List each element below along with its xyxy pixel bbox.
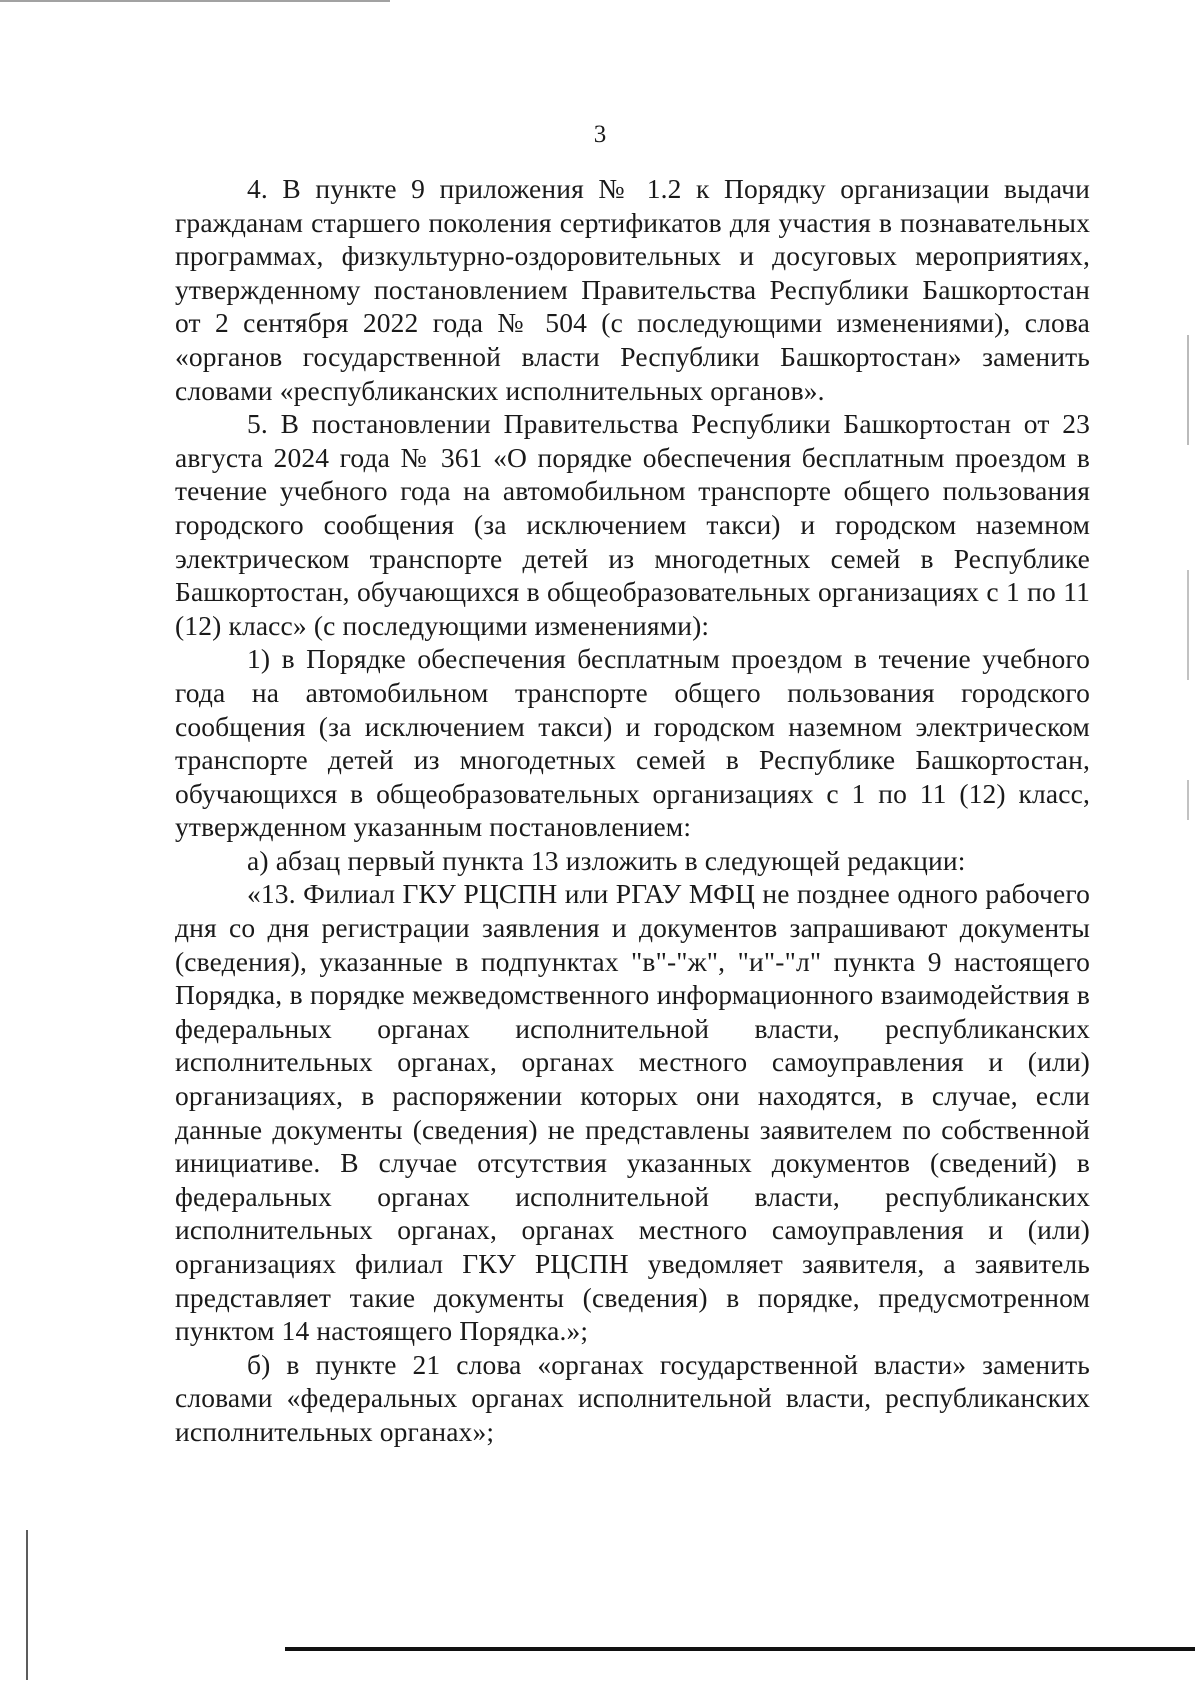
scan-edge-mark-left — [26, 1530, 28, 1680]
scan-edge-mark-right — [1187, 780, 1189, 820]
page-number: 3 — [593, 121, 607, 148]
paragraph-subitem-a: а) абзац первый пункта 13 изложить в следующей редакции: — [247, 844, 966, 876]
document-body — [175, 172, 1090, 1449]
scan-edge-mark-top — [0, 0, 390, 2]
scan-edge-mark-bottom — [285, 1647, 1195, 1651]
paragraph-item-4: 4. В пункте 9 приложения № 1.2 к Порядку организации выдачи гражданам старшего поколения сертификатов для участия в познавательных программах, физкультурно-оздоровительных и досуговых мероприятиях, утвержденному постановлением Правительства Республики Башкортостан от 2 сентября 2022 года № 504 (с последующими изменениями), слова «органов государственной власти Республики Башкортостан» заменить словами «республиканских исполнительных органов». — [175, 173, 1090, 406]
paragraph-subitem-b: б) в пункте 21 слова «органах государственной власти» заменить словами «федеральных органах исполнительной власти, республиканских исполнительных органах»; — [175, 1348, 1090, 1447]
scan-edge-mark-right — [1187, 570, 1189, 680]
scan-edge-mark-right — [1187, 335, 1189, 445]
paragraph-subitem-1: 1) в Порядке обеспечения бесплатным проездом в течение учебного года на автомобильном транспорте общего пользования городского сообщения (за исключением такси) и городском наземном электрическом транспорте детей из многодетных семей в Республике Башкортостан, обучающихся в общеобразовательных организациях с 1 по 11 (12) класс, утвержденном указанным постановлением: — [175, 643, 1090, 843]
paragraph-item-5: 5. В постановлении Правительства Республики Башкортостан от 23 августа 2024 года № 361 «О порядке обеспечения бесплатным проездом в течение учебного года на автомобильном транспорте общего пользования городского сообщения (за исключением такси) и городском наземном электрическом транспорте детей из многодетных семей в Республике Башкортостан, обучающихся в общеобразовательных организациях с 1 по 11 (12) класс» (с последующими изменениями): — [175, 408, 1090, 641]
paragraph-quoted-13: «13. Филиал ГКУ РЦСПН или РГАУ МФЦ не позднее одного рабочего дня со дня регистрации заявления и документов запрашивают документы (сведения), указанные в подпунктах "в"-"ж", "и"-"л" пункта 9 настоящего Порядка, в порядке межведомственного информационного взаимодействия в федеральных органах исполнительной власти, республиканских исполнительных органах, органах местного самоуправления и (или) организациях, в распоряжении которых они находятся, в случае, если данные документы (сведения) не представлены заявителем по собственной инициативе. В случае отсутствия указанных документов (сведений) в федеральных органах исполнительной власти, республиканских исполнительных органах, органах местного самоуправления и (или) организациях филиал ГКУ РЦСПН уведомляет заявителя, а заявитель представляет такие документы (сведения) в порядке, предусмотренном пунктом 14 настоящего Порядка.»; — [175, 878, 1090, 1347]
